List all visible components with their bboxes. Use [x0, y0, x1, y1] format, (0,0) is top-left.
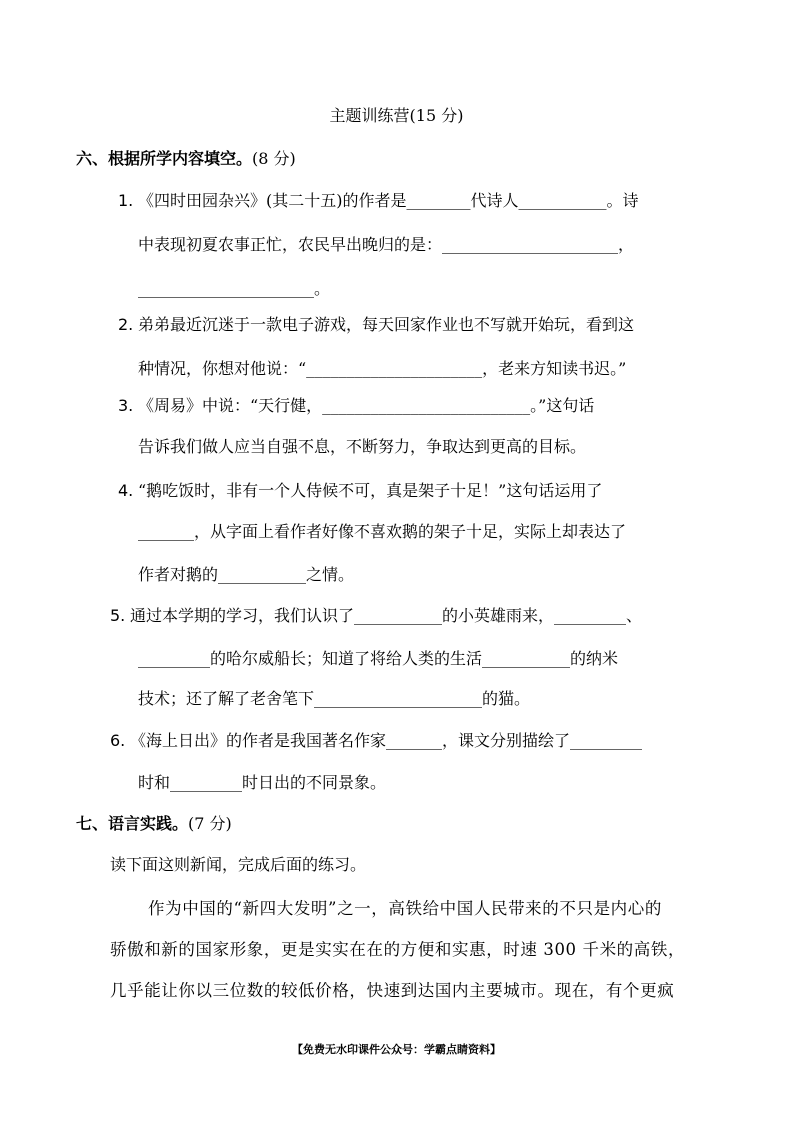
question-5-line-1 — [110, 606, 642, 626]
question-5-number: 5. — [110, 606, 126, 625]
question-1-line-2: 中表现初夏农事正忙，农民早出晚归的是：______________________， — [138, 235, 635, 254]
question-1-line-3: ______________________。 — [138, 279, 331, 298]
article-line-3: 几乎能让你以三位数的较低价格，快速到达国内主要城市。现在，有个更疯 — [110, 981, 675, 1000]
question-6-number: 6. — [110, 731, 126, 750]
question-3-line-1 — [118, 396, 594, 416]
article-line-1: 作为中国的“新四大发明”之一，高铁给中国人民带来的不只是内心的 — [148, 899, 662, 918]
question-2-line-1 — [118, 315, 634, 335]
section-6-points: (8 分) — [252, 149, 296, 168]
question-3-number: 3. — [118, 396, 134, 415]
question-2-number: 2. — [118, 315, 134, 334]
question-6-text-1: 《海上日出》的作者是我国著名作家_______，课文分别描绘了_________ — [130, 731, 643, 750]
question-5-line-2: _________的哈尔威船长；知道了将给人类的生活___________的纳米 — [138, 649, 619, 668]
section-6-heading — [76, 149, 296, 169]
article-line-2: 骄傲和新的国家形象，更是实实在在的方便和实惠，时速 300 千米的高铁， — [110, 940, 686, 959]
section-6-heading-text: 六、根据所学内容填空。 — [76, 149, 253, 168]
question-4-line-1 — [118, 481, 602, 501]
section-7-heading-text: 七、语言实践。 — [76, 814, 189, 833]
question-6-line-1 — [110, 731, 642, 751]
question-1-line-1 — [118, 191, 639, 211]
question-4-number: 4. — [118, 481, 134, 500]
question-2-text-1: 弟弟最近沉迷于一款电子游戏，每天回家作业也不写就开始玩，看到这 — [138, 315, 635, 334]
question-1-text-1: 《四时田园杂兴》(其二十五)的作者是________代诗人___________。诗 — [138, 191, 639, 210]
question-4-text-1: “鹅吃饭时，非有一个人侍候不可，真是架子十足！”这句话运用了 — [138, 481, 603, 500]
question-2-line-2: 种情况，你想对他说：“______________________，老来方知读书迟。” — [138, 359, 627, 378]
question-5-text-1: 通过本学期的学习，我们认识了___________的小英雄雨来，_________、 — [130, 606, 643, 625]
question-1-number: 1. — [118, 191, 134, 210]
section-7-points: (7 分) — [188, 814, 232, 833]
section-7-heading — [76, 814, 232, 834]
footer-note: 【免费无水印课件公众号：学霸点睛资料】 — [292, 1043, 501, 1056]
question-4-line-3: 作者对鹅的___________之情。 — [138, 565, 355, 584]
question-4-line-2: _______，从字面上看作者好像不喜欢鹅的架子十足，实际上却表达了 — [138, 522, 627, 541]
question-6-line-2: 时和_________时日出的不同景象。 — [138, 773, 387, 792]
page-title: 主题训练营(15 分) — [329, 106, 464, 125]
question-3-text-1: 《周易》中说：“天行健，__________________________。”这句话 — [138, 396, 595, 415]
question-5-line-3: 技术；还了解了老舍笔下_____________________的猫。 — [138, 689, 531, 708]
question-3-line-2: 告诉我们做人应当自强不息，不断努力，争取达到更高的目标。 — [138, 437, 587, 456]
section-7-instruction: 读下面这则新闻，完成后面的练习。 — [110, 855, 367, 874]
